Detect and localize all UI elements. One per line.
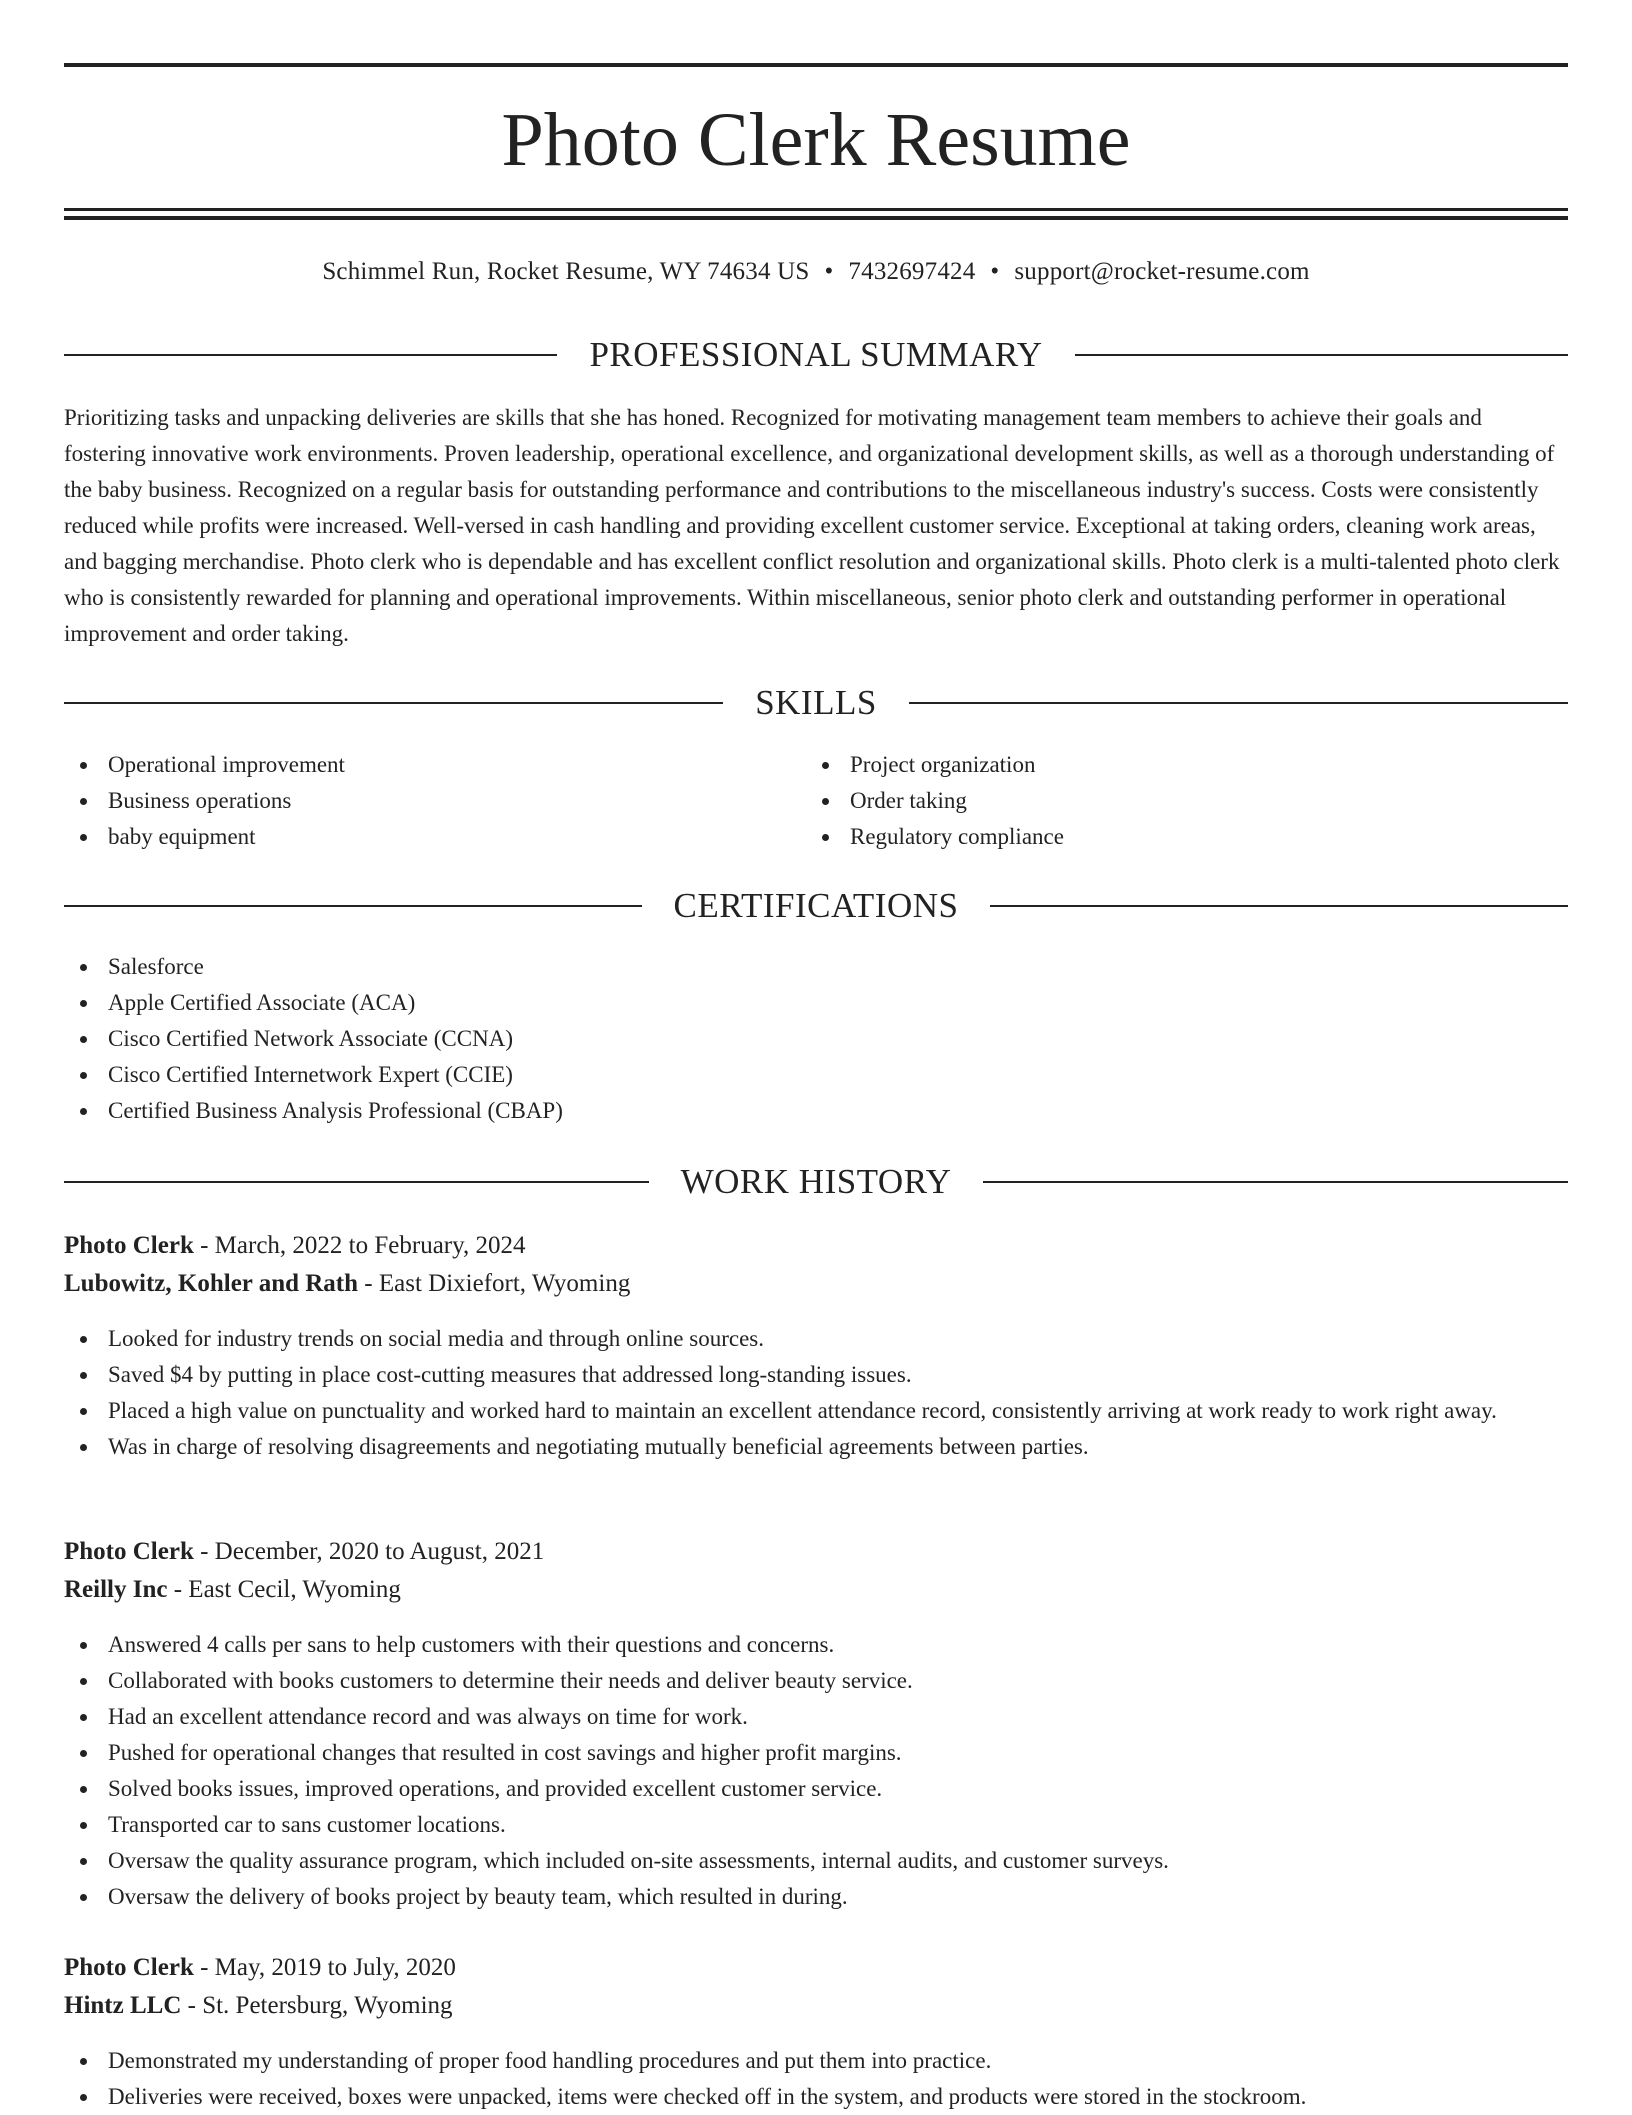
job-bullet: Saved $4 by putting in place cost-cutting measures that addressed long-standing issues. (64, 1357, 1568, 1393)
section-heading-certifications (64, 884, 1568, 928)
job-bullet: Deliveries were received, boxes were unpacked, items were checked off in the system, and products were stored in the stockroom. (64, 2079, 1568, 2115)
job-bullet: Had an excellent attendance record and was always on time for work. (64, 1699, 1568, 1735)
job-bullet: Transported car to sans customer locations. (64, 1807, 1568, 1843)
job-dates: - May, 2019 to July, 2020 (193, 1954, 456, 1981)
job-bullet: Was in charge of resolving disagreements and negotiating mutually beneficial agreements between parties. (64, 1429, 1568, 1465)
contact-phone: 7432697424 (848, 258, 976, 285)
job-location: - East Dixiefort, Wyoming (358, 1270, 631, 1297)
job-bullet: Pushed for operational changes that resulted in cost savings and higher profit margins. (64, 1735, 1568, 1771)
heading-rule (983, 1181, 1568, 1183)
job-bullet: Looked for industry trends on social media and through online sources. (64, 1321, 1568, 1357)
skills-list-left (64, 747, 804, 855)
certification-item: Certified Business Analysis Professional (CBAP) (64, 1093, 1568, 1129)
job-bullet: Collaborated with books customers to determine their needs and deliver beauty service. (64, 1663, 1568, 1699)
heading-rule (909, 702, 1568, 704)
heading-rule (64, 702, 723, 704)
contact-address: Schimmel Run, Rocket Resume, WY 74634 US (322, 258, 810, 285)
skill-item: Business operations (64, 783, 804, 819)
job-company: Hintz LLC (64, 1992, 182, 2019)
job-entry (64, 1227, 1568, 1465)
skills-list-right (806, 747, 1546, 855)
section-heading-work-history (64, 1160, 1568, 1204)
contact-separator: • (990, 258, 1000, 285)
job-dates: - December, 2020 to August, 2021 (193, 1538, 545, 1565)
resume-title: Photo Clerk Resume (501, 98, 1131, 182)
job-location: - St. Petersburg, Wyoming (181, 1992, 453, 2019)
job-location: - East Cecil, Wyoming (167, 1576, 401, 1603)
job-title-line (64, 1227, 1568, 1265)
section-title: SKILLS (755, 683, 877, 722)
job-bullets (64, 2043, 1568, 2115)
skill-item: Regulatory compliance (806, 819, 1546, 855)
job-company-line (64, 1987, 1568, 2025)
job-company-line (64, 1265, 1568, 1303)
skill-item: baby equipment (64, 819, 804, 855)
section-heading-skills (64, 681, 1568, 725)
certification-item: Apple Certified Associate (ACA) (64, 985, 1568, 1021)
job-bullet: Oversaw the quality assurance program, which included on-site assessments, internal audits, and customer surveys. (64, 1843, 1568, 1879)
title-rule-upper (64, 208, 1568, 211)
top-rule (64, 63, 1568, 67)
skill-item: Order taking (806, 783, 1546, 819)
job-bullets (64, 1321, 1568, 1465)
job-title: Photo Clerk (64, 1538, 194, 1565)
job-bullets (64, 1627, 1568, 1915)
contact-email: support@rocket-resume.com (1014, 258, 1310, 285)
job-bullet: Demonstrated my understanding of proper food handling procedures and put them into practice. (64, 2043, 1568, 2079)
job-title-line (64, 1949, 1568, 1987)
job-entry (64, 1949, 1568, 2115)
section-title: PROFESSIONAL SUMMARY (589, 335, 1043, 374)
certification-item: Salesforce (64, 949, 1568, 985)
job-bullet: Solved books issues, improved operations, and provided excellent customer service. (64, 1771, 1568, 1807)
section-title: CERTIFICATIONS (673, 886, 959, 925)
heading-rule (1075, 354, 1568, 356)
contact-line (64, 254, 1568, 290)
title-rule-lower (64, 216, 1568, 220)
job-company-line (64, 1571, 1568, 1609)
job-title: Photo Clerk (64, 1954, 194, 1981)
heading-rule (64, 1181, 649, 1183)
skill-item: Project organization (806, 747, 1546, 783)
job-dates: - March, 2022 to February, 2024 (193, 1232, 526, 1259)
skill-item: Operational improvement (64, 747, 804, 783)
job-bullet: Oversaw the delivery of books project by beauty team, which resulted in during. (64, 1879, 1568, 1915)
section-heading-summary (64, 333, 1568, 377)
job-company: Reilly Inc (64, 1576, 168, 1603)
job-title: Photo Clerk (64, 1232, 194, 1259)
heading-rule (64, 905, 642, 907)
job-entry (64, 1533, 1568, 1915)
summary-text: Prioritizing tasks and unpacking deliveries are skills that she has honed. Recognized for motivating management team members to achieve their goals and fostering innovative work environments. Proven leadership, operational excellence, and organizational development skills, as well as a thorough understanding of the baby business. Recognized on a regular basis for outstanding performance and contributions to the miscellaneous industry's success. Costs were consistently reduced while profits were increased. Well-versed in cash handling and providing excellent customer service. Exceptional at taking orders, cleaning work areas, and bagging merchandise. Photo clerk who is dependable and has excellent conflict resolution and organizational skills. Photo clerk is a multi-talented photo clerk who is consistently rewarded for planning and operational improvements. Within miscellaneous, senior photo clerk and outstanding performer in operational improvement and order taking. (64, 405, 1560, 646)
job-bullet: Placed a high value on punctuality and worked hard to maintain an excellent attendance record, consistently arriving at work ready to work right away. (64, 1393, 1568, 1429)
job-company: Lubowitz, Kohler and Rath (64, 1270, 359, 1297)
job-bullet: Answered 4 calls per sans to help customers with their questions and concerns. (64, 1627, 1568, 1663)
heading-rule (64, 354, 557, 356)
certification-item: Cisco Certified Network Associate (CCNA) (64, 1021, 1568, 1057)
certification-item: Cisco Certified Internetwork Expert (CCIE) (64, 1057, 1568, 1093)
heading-rule (990, 905, 1568, 907)
job-title-line (64, 1533, 1568, 1571)
section-title: WORK HISTORY (680, 1162, 952, 1201)
contact-separator: • (824, 258, 834, 285)
certifications-list (64, 949, 1568, 1129)
